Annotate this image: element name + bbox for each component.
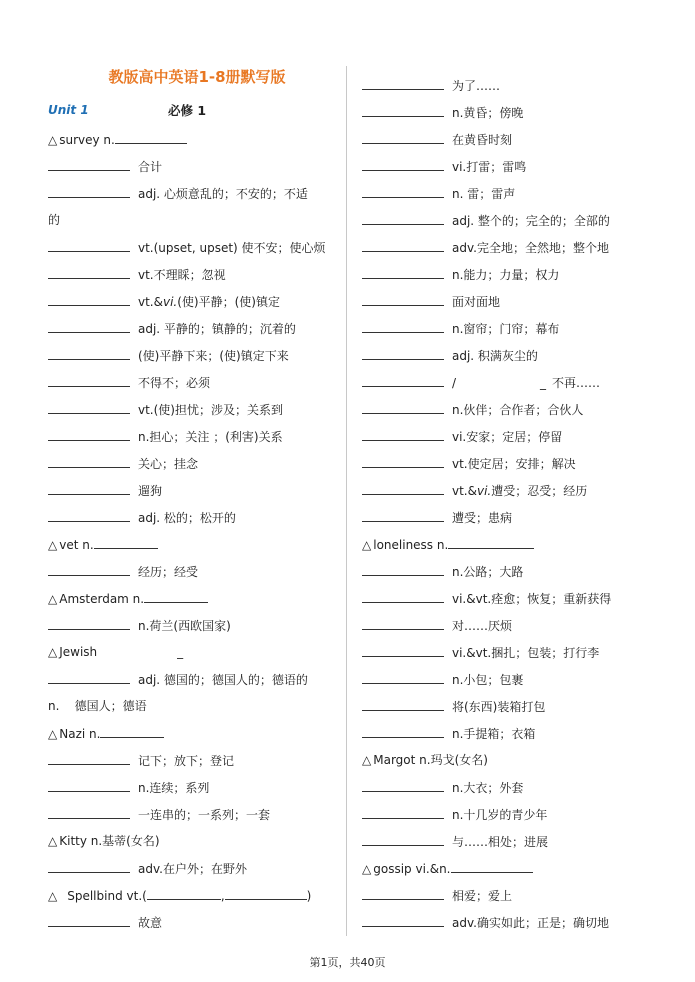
vocab-row — [362, 398, 642, 425]
entry-text: 相爱；爱上 — [452, 889, 513, 903]
vocab-row — [48, 857, 340, 884]
entry-text: n.手提箱；衣箱 — [452, 727, 536, 741]
unit-header — [48, 103, 346, 121]
entry-text: adj. 积满灰尘的 — [452, 349, 538, 363]
answer-blank[interactable] — [48, 506, 130, 522]
entry-text: vi.安家；定居；停留 — [452, 430, 563, 444]
entry-text: , — [220, 889, 225, 903]
entry-text: 不再…… — [552, 376, 601, 390]
answer-blank[interactable] — [362, 803, 444, 819]
answer-blank[interactable] — [362, 911, 444, 927]
vocab-row — [48, 668, 340, 695]
entry-text: n. 雷；雷声 — [452, 187, 516, 201]
right-column — [362, 74, 642, 938]
vocab-row — [362, 668, 642, 695]
left-column — [48, 128, 340, 938]
entry-text: adv.确实如此；正是；确切地 — [452, 916, 609, 930]
answer-blank[interactable] — [362, 344, 444, 360]
entry-text: 合计 — [138, 160, 163, 174]
vocab-row — [362, 533, 642, 560]
entry-text: (使)平静下来；(使)镇定下来 — [138, 349, 289, 363]
entry-text: 不得不；必须 — [138, 376, 211, 390]
vocab-row — [362, 695, 642, 722]
vocab-row — [362, 749, 642, 776]
answer-blank[interactable] — [362, 371, 444, 387]
answer-blank[interactable] — [48, 776, 130, 792]
entry-text: Margot n.玛戈(女名) — [373, 753, 488, 767]
entry-text: 遛狗 — [138, 484, 163, 498]
answer-blank[interactable] — [48, 290, 130, 306]
entry-text: n.担心；关注 ；(利害)关系 — [138, 430, 283, 444]
entry-text: adj. 松的；松开的 — [138, 511, 236, 525]
entry-text: vi.打雷；雷鸣 — [452, 160, 527, 174]
answer-blank[interactable] — [362, 425, 444, 441]
entry-text: vt.使定居；安排；解决 — [452, 457, 576, 471]
entry-text: n.连续；系列 — [138, 781, 210, 795]
vocab-row — [48, 911, 340, 938]
entry-text: survey n. — [59, 133, 115, 147]
vocab-row — [48, 695, 340, 722]
answer-blank[interactable] — [48, 155, 130, 171]
vocab-row — [362, 641, 642, 668]
answer-blank[interactable] — [48, 614, 130, 630]
vocab-row — [48, 587, 340, 614]
vocab-row — [48, 317, 340, 344]
vocab-row — [48, 506, 340, 533]
entry-text: vt.(upset, upset) 使不安；使心烦 — [138, 241, 326, 255]
entry-text: 记下；放下；登记 — [138, 754, 235, 768]
entry-text: ) — [306, 889, 312, 903]
vocab-row — [48, 560, 340, 587]
vocab-row — [362, 236, 642, 263]
answer-blank[interactable] — [362, 452, 444, 468]
vocab-row — [48, 749, 340, 776]
answer-blank[interactable] — [362, 614, 444, 630]
entry-text: 对……厌烦 — [452, 619, 513, 633]
entry-text: vt.& — [452, 484, 477, 498]
entry-text: Spellbind vt.( — [67, 889, 147, 903]
triangle-icon: △ — [48, 834, 58, 848]
entry-text: 为了…… — [452, 79, 501, 93]
answer-blank[interactable] — [362, 884, 444, 900]
triangle-icon: △ — [48, 727, 58, 741]
vocab-row — [48, 830, 340, 857]
entry-text: Nazi n. — [59, 727, 101, 741]
answer-blank[interactable] — [48, 344, 130, 360]
vocab-row — [48, 641, 340, 668]
answer-blank[interactable] — [362, 236, 444, 252]
answer-blank[interactable] — [48, 371, 130, 387]
entry-text: vt.(使)担忧；涉及；关系到 — [138, 403, 283, 417]
entry-text: 面对面地 — [452, 295, 501, 309]
entry-text: vi.&vt.捆扎；包装；打行李 — [452, 646, 600, 660]
vocab-row — [362, 830, 642, 857]
vocab-row — [362, 128, 642, 155]
entry-text: 关心；挂念 — [138, 457, 199, 471]
vocab-row — [48, 371, 340, 398]
answer-blank[interactable] — [362, 317, 444, 333]
entry-text: 遭受；患病 — [452, 511, 513, 525]
answer-blank[interactable] — [362, 587, 444, 603]
column-divider — [346, 66, 347, 936]
entry-text: loneliness n. — [373, 538, 449, 552]
entry-text: Kitty n.基蒂(女名) — [59, 834, 160, 848]
vocab-row — [362, 857, 642, 884]
answer-blank[interactable] — [48, 749, 130, 765]
entry-text: adj. 心烦意乱的；不安的；不适 — [138, 187, 308, 201]
entry-text: vi. — [476, 484, 492, 498]
answer-blank[interactable] — [94, 533, 158, 549]
page-footer: 第1页，共40页 — [309, 956, 386, 969]
vocab-row — [362, 587, 642, 614]
vocab-row — [362, 560, 642, 587]
vocab-row — [48, 263, 340, 290]
answer-blank[interactable] — [48, 236, 130, 252]
answer-blank[interactable] — [362, 209, 444, 225]
entry-text: / — [452, 376, 457, 390]
answer-blank[interactable] — [362, 668, 444, 684]
triangle-icon: △ — [48, 538, 58, 552]
vocab-row — [48, 479, 340, 506]
entry-text: 一连串的；一系列；一套 — [138, 808, 271, 822]
vocab-row — [362, 155, 642, 182]
entry-text: n.伙伴；合作者；合伙人 — [452, 403, 584, 417]
entry-text: n.黄昏；傍晚 — [452, 106, 524, 120]
vocab-row — [48, 452, 340, 479]
answer-blank[interactable] — [225, 884, 307, 900]
unit-label: Unit 1 — [48, 103, 89, 117]
answer-blank[interactable] — [48, 803, 130, 819]
vocab-row — [48, 155, 340, 182]
entry-text: _ — [540, 376, 547, 390]
answer-blank[interactable] — [362, 830, 444, 846]
vocab-row — [362, 452, 642, 479]
vocab-row — [48, 290, 340, 317]
answer-blank[interactable] — [362, 722, 444, 738]
entry-text: n.荷兰(西欧国家) — [138, 619, 231, 633]
vocab-row — [48, 533, 340, 560]
vocab-row — [48, 614, 340, 641]
answer-blank[interactable] — [362, 128, 444, 144]
answer-blank[interactable] — [48, 398, 130, 414]
entry-text: n.十几岁的青少年 — [452, 808, 548, 822]
entry-text: vi. — [162, 295, 178, 309]
answer-blank[interactable] — [362, 398, 444, 414]
triangle-icon: △ — [48, 592, 58, 606]
vocab-row — [362, 182, 642, 209]
answer-blank[interactable] — [48, 263, 130, 279]
entry-text: n. 德国人；德语 — [48, 699, 147, 713]
vocab-row — [362, 344, 642, 371]
answer-blank[interactable] — [362, 776, 444, 792]
answer-blank[interactable] — [362, 101, 444, 117]
entry-text: 与……相处；进展 — [452, 835, 549, 849]
answer-blank[interactable] — [100, 722, 164, 738]
vocab-row — [362, 803, 642, 830]
answer-blank[interactable] — [48, 668, 130, 684]
answer-blank[interactable] — [48, 452, 130, 468]
vocab-row — [362, 479, 642, 506]
vocab-row — [362, 614, 642, 641]
entry-text: adj. 平静的；镇静的；沉着的 — [138, 322, 296, 336]
entry-text: 将(东西)装箱打包 — [452, 700, 546, 714]
entry-text: gossip vi.&n. — [373, 862, 451, 876]
answer-blank[interactable] — [362, 479, 444, 495]
answer-blank[interactable] — [48, 479, 130, 495]
vocab-row — [362, 911, 642, 938]
answer-blank[interactable] — [451, 857, 533, 873]
page-title: 教版高中英语1-8册默写版 — [108, 68, 286, 86]
triangle-icon: △ — [48, 889, 58, 903]
answer-blank[interactable] — [362, 290, 444, 306]
vocab-row — [362, 209, 642, 236]
vocab-row — [362, 506, 642, 533]
entry-text: n.小包；包裹 — [452, 673, 524, 687]
entry-text: n.大衣；外套 — [452, 781, 524, 795]
vocab-row — [48, 209, 340, 236]
vocab-row — [362, 290, 642, 317]
vocab-row — [362, 776, 642, 803]
entry-text: adv.完全地；全然地；整个地 — [452, 241, 609, 255]
entry-text: (使)平静；(使)镇定 — [177, 295, 280, 309]
entry-text: 遭受；忍受；经历 — [491, 484, 588, 498]
entry-text: _ — [177, 645, 184, 659]
entry-text: adj. 德国的；德国人的；德语的 — [138, 673, 308, 687]
entry-text: vt.不理睬；忽视 — [138, 268, 226, 282]
vocab-row — [362, 722, 642, 749]
vocab-row — [48, 236, 340, 263]
entry-text: adv.在户外；在野外 — [138, 862, 247, 876]
answer-blank[interactable] — [48, 317, 130, 333]
vocab-row — [362, 884, 642, 911]
entry-text: 的 — [48, 213, 61, 227]
answer-blank[interactable] — [362, 155, 444, 171]
vocab-row — [48, 425, 340, 452]
vocab-row — [362, 317, 642, 344]
vocab-row — [48, 182, 340, 209]
entry-text: 故意 — [138, 916, 163, 930]
entry-text: vet n. — [59, 538, 94, 552]
triangle-icon: △ — [48, 133, 58, 147]
answer-blank[interactable] — [362, 74, 444, 90]
answer-blank[interactable] — [362, 182, 444, 198]
vocab-row — [48, 344, 340, 371]
vocab-row — [48, 398, 340, 425]
vocab-row — [362, 371, 642, 398]
vocab-row — [362, 425, 642, 452]
vocab-row — [362, 263, 642, 290]
entry-text: vt.& — [138, 295, 163, 309]
triangle-icon: △ — [48, 645, 58, 659]
answer-blank[interactable] — [48, 857, 130, 873]
triangle-icon: △ — [362, 538, 372, 552]
entry-text: adj. 整个的；完全的；全部的 — [452, 214, 610, 228]
vocab-row — [362, 101, 642, 128]
answer-blank[interactable] — [362, 506, 444, 522]
answer-blank[interactable] — [48, 560, 130, 576]
vocab-row — [48, 722, 340, 749]
vocab-row — [362, 74, 642, 101]
answer-blank[interactable] — [48, 182, 130, 198]
triangle-icon: △ — [362, 862, 372, 876]
answer-blank[interactable] — [115, 128, 187, 144]
entry-text: Jewish — [59, 645, 98, 659]
entry-text: vi.&vt.痊愈；恢复；重新获得 — [452, 592, 612, 606]
vocab-row — [48, 776, 340, 803]
entry-text: 在黄昏时刻 — [452, 133, 513, 147]
entry-text: n.窗帘；门帘；幕布 — [452, 322, 560, 336]
answer-blank[interactable] — [48, 425, 130, 441]
answer-blank[interactable] — [147, 884, 221, 900]
entry-text: Amsterdam n. — [59, 592, 145, 606]
entry-text: 经历；经受 — [138, 565, 199, 579]
answer-blank[interactable] — [448, 533, 534, 549]
vocab-row — [48, 803, 340, 830]
answer-blank[interactable] — [48, 911, 130, 927]
triangle-icon: △ — [362, 753, 372, 767]
entry-text: n.能力；力量；权力 — [452, 268, 560, 282]
section-label: 必修 1 — [168, 103, 207, 118]
vocab-row — [48, 128, 340, 155]
answer-blank[interactable] — [362, 695, 444, 711]
answer-blank[interactable] — [362, 641, 444, 657]
answer-blank[interactable] — [144, 587, 208, 603]
entry-text: n.公路；大路 — [452, 565, 524, 579]
answer-blank[interactable] — [362, 560, 444, 576]
answer-blank[interactable] — [362, 263, 444, 279]
vocab-row — [48, 884, 340, 911]
